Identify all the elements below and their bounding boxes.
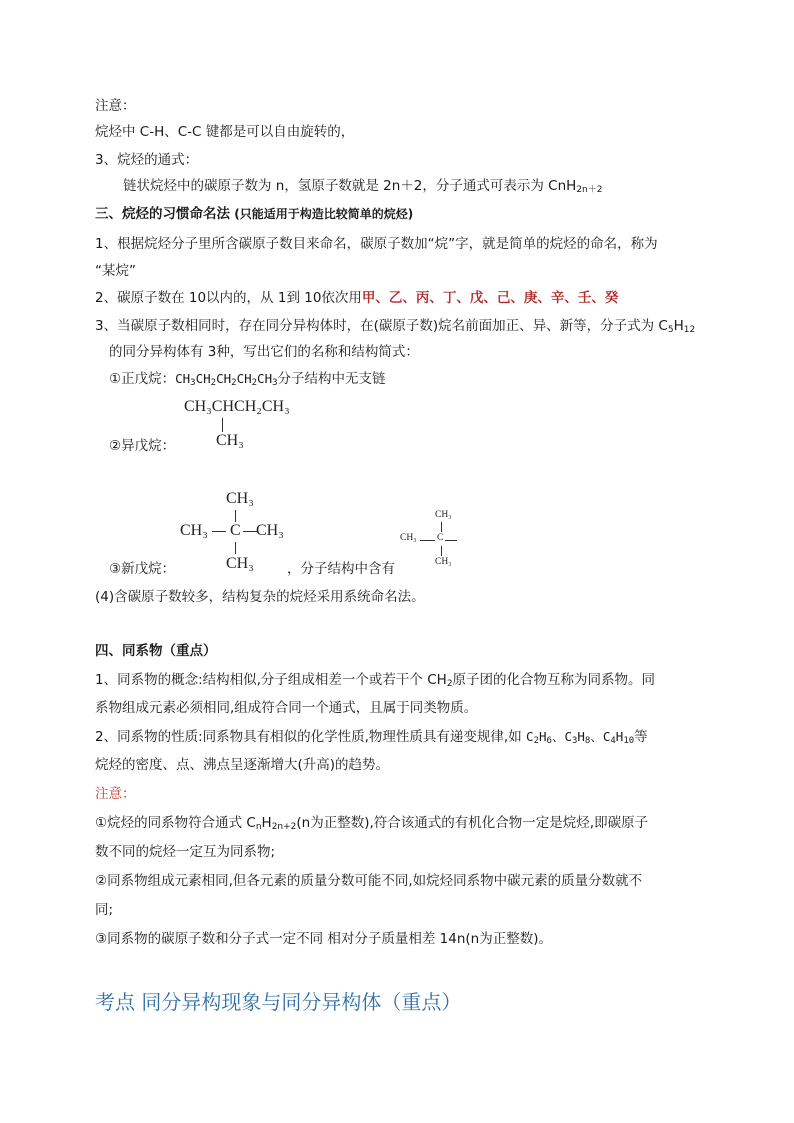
neopentane-left: CH₃ [180,522,208,539]
section-3-title: 三、烷烃的习惯命名法 (只能适用于构造比较简单的烷烃) [95,206,414,222]
naming-rule-3: 3、当碳原子数相同时，存在同分异构体时，在(碳原子数)烷名前面加正、异、新等，分子式为 $C_5H_{12}$ [95,318,696,335]
rotation-note: 烷烃中 C-H、C-C 键都是可以自由旋转的， [95,124,355,140]
neopentane-label: ③新戊烷： [109,561,176,577]
n-pentane-formula: $CH_3CH_2CH_2CH_2CH_3$ [175,371,278,388]
n-pentane-line: ①正戊烷：$CH_3CH_2CH_2CH_2CH_3$分子结构中无支链 [109,371,386,388]
homolog-definition-cont: 系物组成元素必须相同,组成符合同一个通式，且属于同类物质。 [95,700,478,716]
neopentane-bottom: CH₃ [226,555,254,572]
note-item-2-cont: 同; [95,902,114,918]
naming-rule-2: 2、碳原子数在 10以内的，从 1到 10依次用甲、乙、丙、丁、戊、己、庚、辛、壬、癸 [95,290,619,306]
quaternary-center: C [437,533,444,543]
neopentane-bond-right [243,531,257,532]
quaternary-left: CH₃ [400,533,417,543]
neopentane-note: ，分子结构中含有 [287,561,395,577]
homolog-properties: 2、同系物的性质:同系物具有相似的化学性质,物理性质具有递变规律,如 $C_2H_6$、$C_3H_8$、$C_4H_{10}$等 [95,729,648,746]
neopentane-bond-bottom [235,542,236,554]
isopentane-label: ②异戊烷： [109,438,176,454]
quaternary-bond-bottom [441,546,442,556]
homolog-properties-cont: 烷烃的密度、点、沸点呈逐渐增大(升高)的趋势。 [95,757,390,773]
naming-rule-4: (4)含碳原子数较多，结构复杂的烷烃采用系统命名法。 [95,589,425,605]
naming-rule-1-cont: “某烷” [95,263,136,279]
isopentane-branch: CH₃ [216,432,244,449]
neopentane-bond-top [235,510,236,522]
section-4-title: 四、同系物（重点） [95,643,217,659]
note-label-1: 注意： [95,98,136,114]
naming-rule-3-cont: 的同分异构体有 3种，写出它们的名称和结构简式： [109,344,419,360]
quaternary-bond-top [441,522,442,532]
note-item-2: ②同系物组成元素相同,但各元素的质量分数可能不同,如烷烃同系物中碳元素的质量分数就不 [95,873,643,889]
quaternary-top: CH₃ [435,510,452,520]
heavenly-stems: 甲、乙、丙、丁、戊、己、庚、辛、壬、癸 [361,290,619,306]
isopentane-bond [222,418,223,432]
quaternary-bond-right [445,540,457,541]
general-formula-body: 链状烷烃中的碳原子数为 n，氢原子数就是 2n＋2，分子通式可表示为 CnH$_{2n+2}$ [123,178,603,195]
quaternary-bottom: CH₃ [435,557,452,567]
homolog-definition: 1、同系物的概念:结构相似,分子组成相差一个或若干个 $CH_2$原子团的化合物互称为同系物。同 [95,672,656,689]
naming-rule-1: 1、根据烷烃分子里所含碳原子数目来命名，碳原子数加“烷”字，就是简单的烷烃的命名，称为 [95,236,658,252]
neopentane-right: CH₃ [256,522,284,539]
quaternary-bond-left [420,540,435,541]
note-item-1: ①烷烃的同系物符合通式 $C_nH_{2n+2}(n$为正整数),符合该通式的有机化合物一定是烷烃,即碳原子 [95,815,649,832]
neopentane-top: CH₃ [226,490,254,507]
general-formula-title: 3、烷烃的通式： [95,152,199,168]
note-label-2: 注意： [95,786,136,802]
neopentane-center: C [230,522,241,539]
topic-heading: 考点 同分异构现象与同分异构体（重点） [95,990,462,1014]
note-item-3: ③同系物的碳原子数和分子式一定不同 相对分子质量相差 14n(n为正整数)。 [95,931,553,947]
note-item-1-cont: 数不同的烷烃一定互为同系物; [95,844,276,860]
neopentane-bond-left [212,531,226,532]
isopentane-main-chain: CH₃CHCH₂CH₃ [184,398,290,415]
